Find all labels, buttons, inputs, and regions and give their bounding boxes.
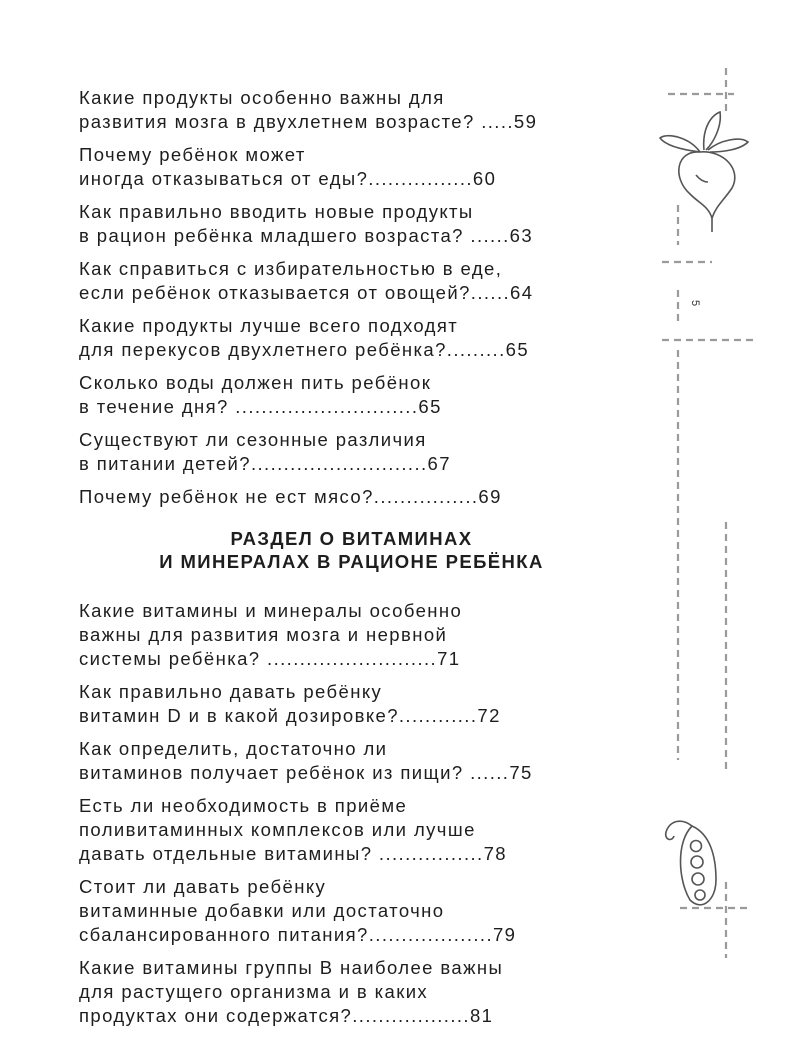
toc-entry-line: Как правильно вводить новые продукты	[79, 201, 474, 222]
toc-entry-line: Как справиться с избирательностью в еде,	[79, 258, 503, 279]
pea-pod-icon	[666, 821, 716, 905]
toc-entry	[79, 428, 624, 476]
toc-entry-line: в питании детей?...........................67	[79, 453, 451, 474]
toc-entry	[79, 86, 624, 134]
section-heading	[79, 527, 624, 573]
toc-entry-line: Стоит ли давать ребёнку	[79, 876, 327, 897]
toc-entry	[79, 257, 624, 305]
toc-entry	[79, 680, 624, 728]
toc-entry	[79, 875, 624, 947]
toc-entry	[79, 737, 624, 785]
toc-entries-after	[79, 599, 624, 1028]
toc-entry-line: для перекусов двухлетнего ребёнка?.........65	[79, 339, 530, 360]
toc-entry-line: витаминные добавки или достаточно	[79, 900, 445, 921]
toc-entry-line: системы ребёнка? ..........................71	[79, 648, 461, 669]
toc-entry-line: витамин D и в какой дозировке?............72	[79, 705, 501, 726]
toc-entry-line: для растущего организма и в каких	[79, 981, 429, 1002]
section-heading-line: И МИНЕРАЛАХ В РАЦИОНЕ РЕБЁНКА	[159, 551, 544, 572]
toc-entry-line: Какие продукты особенно важны для	[79, 87, 445, 108]
toc-entry-line: сбалансированного питания?...................79	[79, 924, 517, 945]
toc-entry-line: иногда отказываться от еды?................60	[79, 168, 497, 189]
toc-entry-line: Как правильно давать ребёнку	[79, 681, 383, 702]
toc-entry	[79, 200, 624, 248]
toc-entry-line: Существуют ли сезонные различия	[79, 429, 427, 450]
toc-entry	[79, 956, 624, 1028]
toc-entry-line: Как определить, достаточно ли	[79, 738, 388, 759]
toc-entry-line: Какие продукты лучше всего подходят	[79, 315, 459, 336]
toc-entry-line: Какие витамины и минералы особенно	[79, 600, 463, 621]
toc-entry	[79, 371, 624, 419]
toc-entry-line: если ребёнок отказывается от овощей?......64	[79, 282, 534, 303]
toc-entry-line: в течение дня? ............................65	[79, 396, 442, 417]
toc-entry-line: в рацион ребёнка младшего возраста? ......63	[79, 225, 534, 246]
toc-entry-line: важны для развития мозга и нервной	[79, 624, 448, 645]
toc-entry-line: Почему ребёнок может	[79, 144, 306, 165]
toc-entry-line: Какие витамины группы В наиболее важны	[79, 957, 504, 978]
toc-entry-line: Сколько воды должен пить ребёнок	[79, 372, 432, 393]
toc-entry	[79, 794, 624, 866]
toc-entry-line: давать отдельные витамины? ................78	[79, 843, 507, 864]
toc-entries-before	[79, 86, 624, 509]
beet-icon	[660, 112, 748, 232]
section-heading-line: РАЗДЕЛ О ВИТАМИНАХ	[230, 528, 473, 549]
toc-entry-line: витаминов получает ребёнок из пищи? ......75	[79, 762, 533, 783]
toc-entry	[79, 485, 624, 509]
toc-entry	[79, 599, 624, 671]
toc-entry-line: продуктах они содержатся?..................81	[79, 1005, 494, 1026]
toc-entry-line: развития мозга в двухлетнем возрасте? .....59	[79, 111, 538, 132]
table-of-contents	[79, 86, 624, 1037]
toc-entry-line: поливитаминных комплексов или лучше	[79, 819, 476, 840]
toc-entry-line: Есть ли необходимость в приёме	[79, 795, 408, 816]
toc-entry-line: Почему ребёнок не ест мясо?................69	[79, 486, 502, 507]
toc-entry	[79, 143, 624, 191]
page-number: 5	[689, 299, 702, 307]
toc-entry	[79, 314, 624, 362]
